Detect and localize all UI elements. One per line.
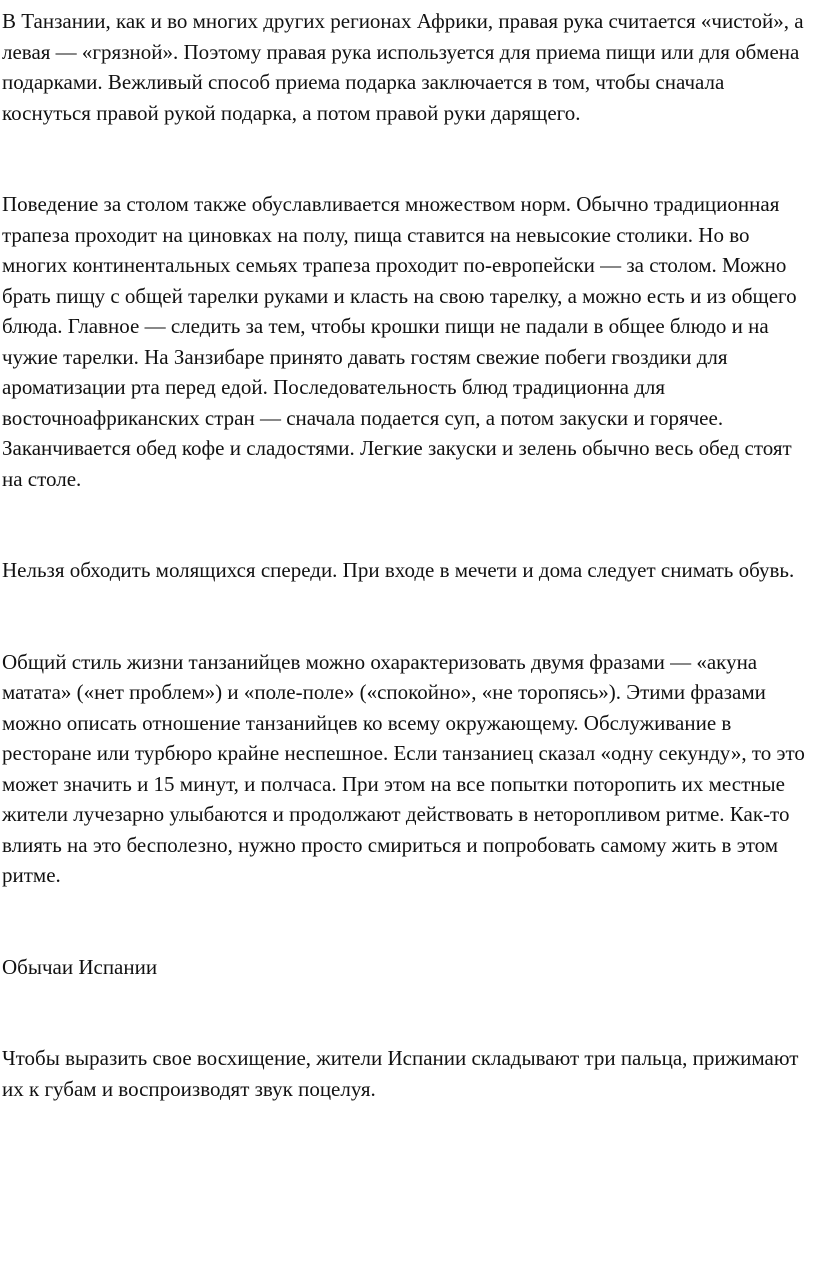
paragraph-lifestyle: Общий стиль жизни танзанийцев можно охарактеризовать двумя фразами — «акуна матата» («нет проблем») и «поле-поле» («спокойно», «не торопясь»). Этими фразами можно описать отношение танзанийцев ко всему окружающему. Обслуживание в ресторане или турбюро крайне неспешное. Если танзаниец сказал «одну секунду», то это может значить и 15 минут, и полчаса. При этом на все попытки поторопить их местные жители лучезарно улыбаются и продолжают действовать в неторопливом ритме. Как-то влиять на это бесполезно, нужно просто смириться и попробовать самому жить в этом ритме. [2, 649, 805, 887]
paragraph-prayer-shoes: Нельзя обходить молящихся спереди. При входе в мечети и дома следует снимать обувь. [2, 558, 795, 582]
paragraph-tanzania-hands: В Танзании, как и во многих других регионах Африки, правая рука считается «чистой», а левая — «грязной». Поэтому правая рука используется для приема пищи или для обмена подарками. Вежливый способ приема подарка заключается в том, чтобы сначала коснуться правой рукой подарка, а потом правой руки дарящего. [2, 9, 804, 125]
paragraph-table-manners: Поведение за столом также обуславливается множеством норм. Обычно традиционная трапеза проходит на циновках на полу, пища ставится на невысокие столики. Но во многих континентальных семьях трапеза проходит по-европейски — за столом. Можно брать пищу с общей тарелки руками и класть на свою тарелку, а можно есть и из общего блюда. Главное — следить за тем, чтобы крошки пищи не падали в общее блюдо и на чужие тарелки. На Занзибаре принято давать гостям свежие побеги гвоздики для ароматизации рта перед едой. Последовательность блюд традиционна для восточноафриканских стран — сначала подается суп, а потом закуски и горячее. Заканчивается обед кофе и сладостями. Легкие закуски и зелень обычно весь обед стоят на столе. [2, 192, 797, 491]
paragraph-spain-gesture: Чтобы выразить свое восхищение, жители Испании складывают три пальца, прижимают их к губам и воспроизводят звук поцелуя. [2, 1046, 799, 1101]
section-heading-spain: Обычаи Испании [2, 954, 158, 979]
